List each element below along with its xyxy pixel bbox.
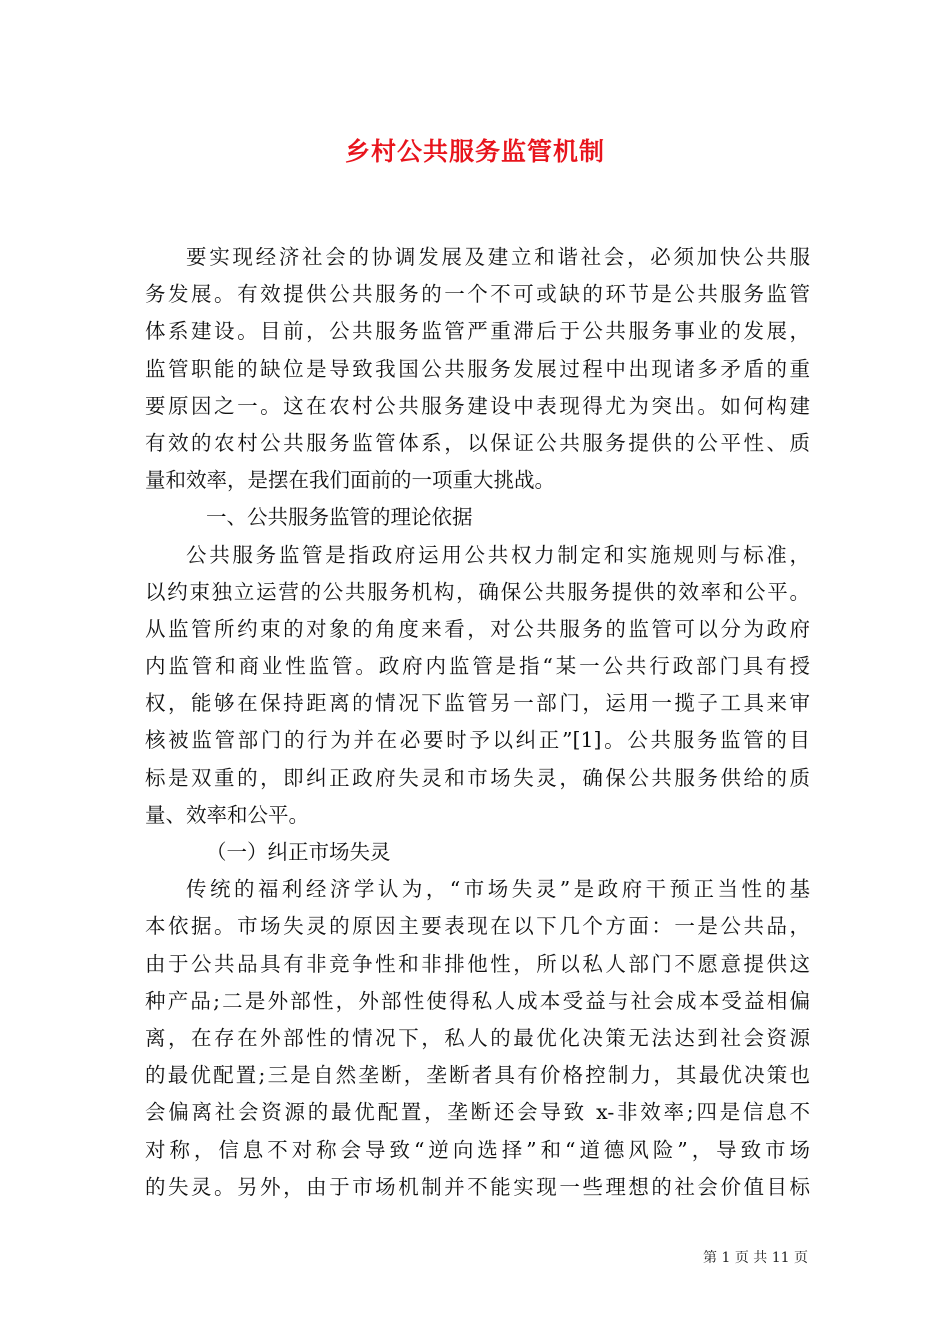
body-line: 的失灵。另外，由于市场机制并不能实现一些理想的社会价值目标 bbox=[145, 1174, 810, 1199]
subsection-heading: （一）纠正市场失灵 bbox=[206, 840, 391, 864]
body-line: 的最优配置;三是自然垄断，垄断者具有价格控制力，其最优决策也 bbox=[145, 1063, 810, 1088]
body-line: 体系建设。目前，公共服务监管严重滞后于公共服务事业的发展， bbox=[145, 319, 810, 344]
body-line: 有效的农村公共服务监管体系，以保证公共服务提供的公平性、质 bbox=[145, 430, 810, 455]
body-line: 对称，信息不对称会导致“逆向选择”和“道德风险”，导致市场 bbox=[145, 1137, 810, 1162]
body-line: 核被监管部门的行为并在必要时予以纠正”[1]。公共服务监管的目 bbox=[145, 728, 810, 753]
body-line: 量、效率和公平。 bbox=[145, 802, 309, 827]
body-line: 会偏离社会资源的最优配置，垄断还会导致 x-非效率;四是信息不 bbox=[145, 1100, 810, 1125]
body-line: 公共服务监管是指政府运用公共权力制定和实施规则与标准， bbox=[186, 542, 810, 567]
body-line: 务发展。有效提供公共服务的一个不可或缺的环节是公共服务监管 bbox=[145, 282, 810, 307]
body-line: 量和效率，是摆在我们面前的一项重大挑战。 bbox=[145, 468, 555, 493]
body-line: 要原因之一。这在农村公共服务建设中表现得尤为突出。如何构建 bbox=[145, 393, 810, 418]
body-line: 标是双重的，即纠正政府失灵和市场失灵，确保公共服务供给的质 bbox=[145, 765, 810, 790]
document-title: 乡村公共服务监管机制 bbox=[344, 137, 605, 166]
body-line: 以约束独立运营的公共服务机构，确保公共服务提供的效率和公平。 bbox=[145, 579, 810, 604]
body-line: 监管职能的缺位是导致我国公共服务发展过程中出现诸多矛盾的重 bbox=[145, 356, 810, 381]
body-line: 权，能够在保持距离的情况下监管另一部门，运用一揽子工具来审 bbox=[145, 691, 810, 716]
body-line: 由于公共品具有非竞争性和非排他性，所以私人部门不愿意提供这 bbox=[145, 951, 810, 976]
body-line: 传统的福利经济学认为，“市场失灵”是政府干预正当性的基 bbox=[186, 877, 810, 902]
page-number: 第 1 页 共 11 页 bbox=[703, 1250, 808, 1266]
document-body bbox=[145, 239, 810, 1206]
body-line: 要实现经济社会的协调发展及建立和谐社会，必须加快公共服 bbox=[186, 245, 810, 269]
body-line: 离，在存在外部性的情况下，私人的最优化决策无法达到社会资源 bbox=[145, 1025, 810, 1050]
body-line: 种产品;二是外部性，外部性使得私人成本受益与社会成本受益相偏 bbox=[145, 988, 810, 1013]
section-heading: 一、公共服务监管的理论依据 bbox=[206, 505, 473, 530]
body-line: 内监管和商业性监管。政府内监管是指“某一公共行政部门具有授 bbox=[145, 654, 810, 679]
body-line: 从监管所约束的对象的角度来看，对公共服务的监管可以分为政府 bbox=[145, 616, 810, 641]
body-line: 本依据。市场失灵的原因主要表现在以下几个方面：一是公共品， bbox=[145, 914, 810, 939]
